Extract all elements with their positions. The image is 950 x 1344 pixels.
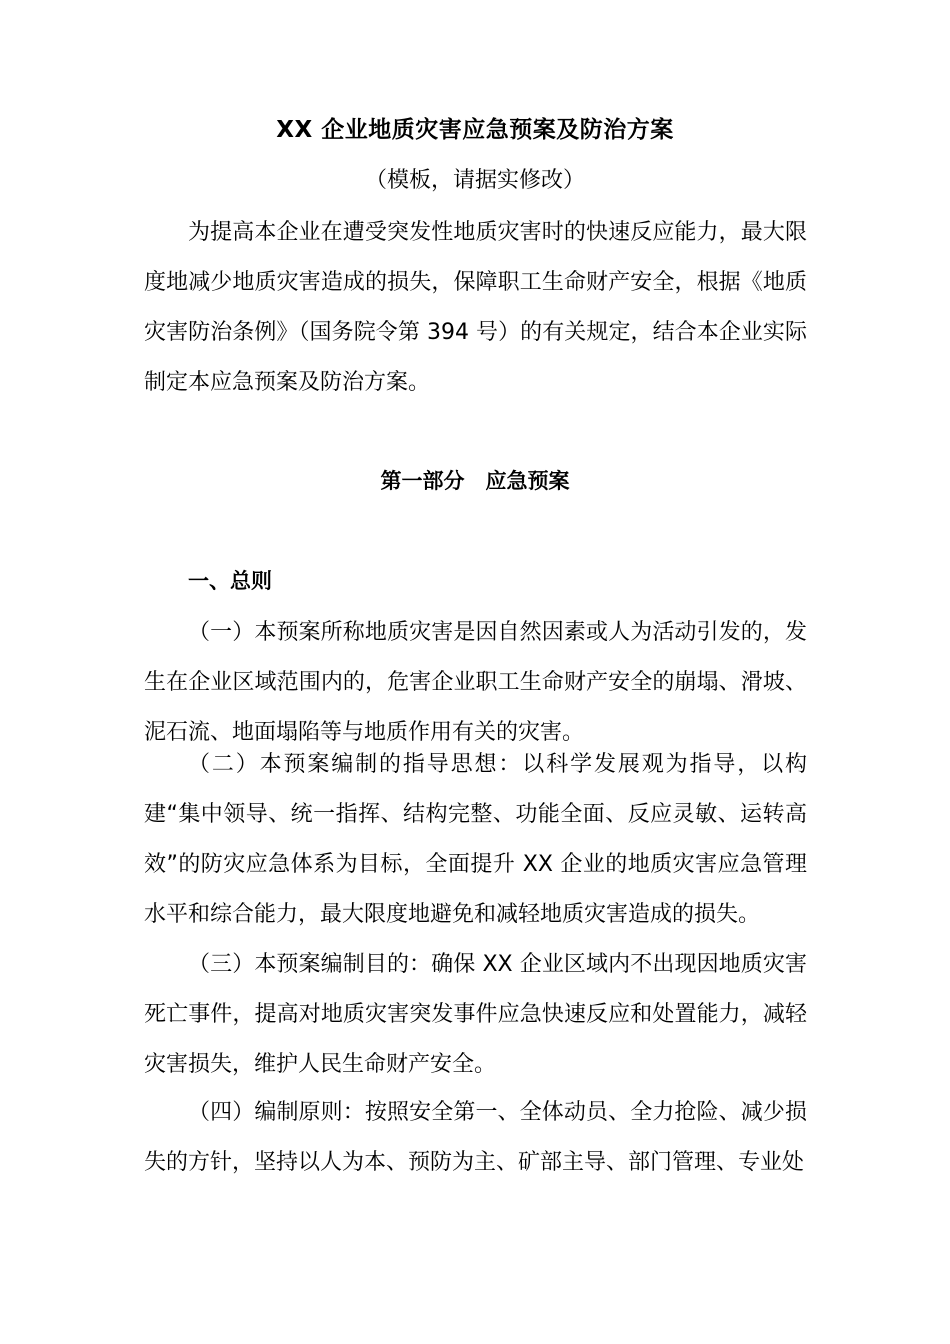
intro-paragraph: 为提高本企业在遭受突发性地质灾害时的快速反应能力，最大限度地减少地质灾害造成的损失，保障职工生命财产安全，根据《地质灾害防治条例》（国务院令第 394 号）的有关规定，结合本企业实际制定本应急预案及防治方案。 [144,220,807,395]
paragraph-4: （四）编制原则：按照安全第一、全体动员、全力抢险、减少损失的方针，坚持以人为本、预防为主、矿部主导、部门管理、专业处 [144,1100,807,1175]
document-subtitle: （模板，请据实修改） [364,168,585,193]
section-heading: 一、总则 [188,569,272,593]
paragraph-2: （二）本预案编制的指导思想：以科学发展观为指导，以构建“集中领导、统一指挥、结构完整、功能全面、反应灵敏、运转高效”的防灾应急体系为目标，全面提升 XX 企业的地质灾害应急管理水平和综合能力，最大限度地避免和减轻地质灾害造成的损失。 [144,752,807,927]
document-title: XX 企业地质灾害应急预案及防治方案 [276,117,674,143]
paragraph-1: （一）本预案所称地质灾害是因自然因素或人为活动引发的，发生在企业区域范围内的，危害企业职工生命财产安全的崩塌、滑坡、泥石流、地面塌陷等与地质作用有关的灾害。 [144,620,807,745]
paragraph-3: （三）本预案编制目的：确保 XX 企业区域内不出现因地质灾害死亡事件，提高对地质灾害突发事件应急快速反应和处置能力，减轻灾害损失，维护人民生命财产安全。 [144,952,807,1077]
part-title: 第一部分 应急预案 [380,469,570,493]
